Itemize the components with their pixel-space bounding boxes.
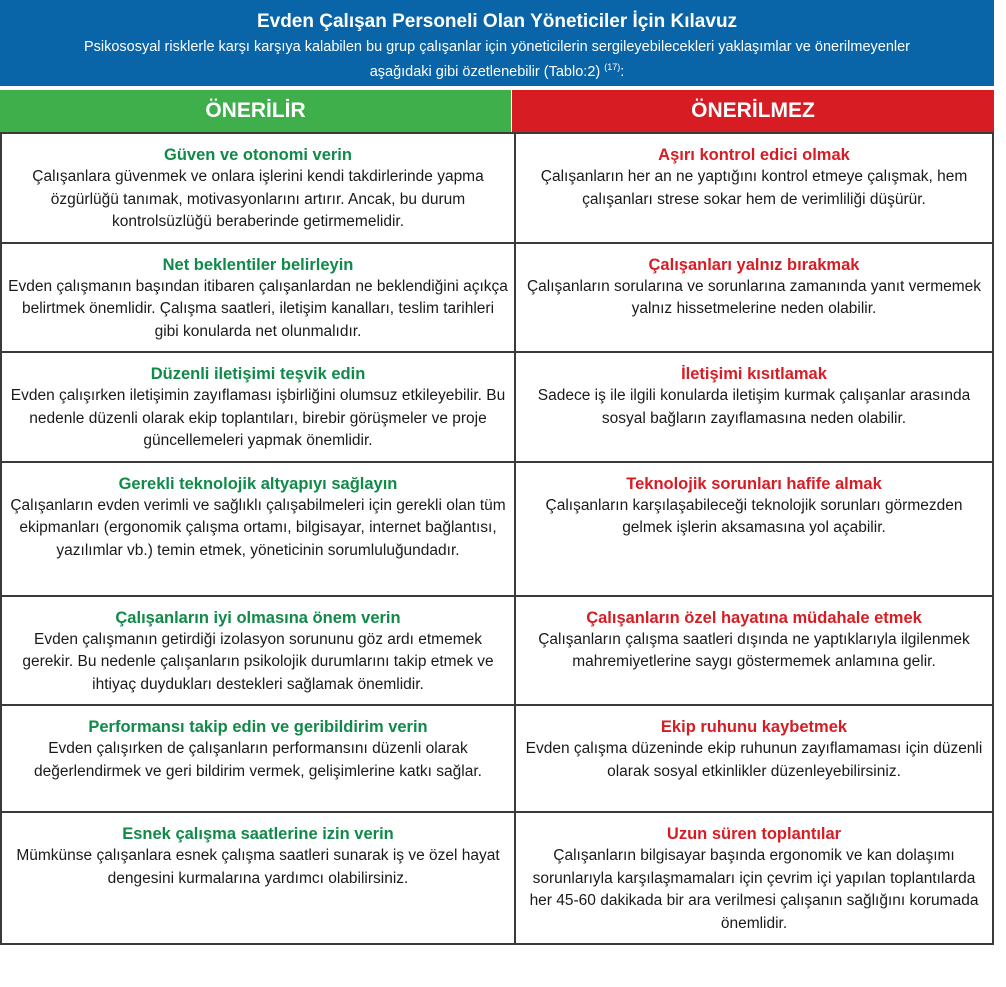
not-recommended-body: Çalışanların sorularına ve sorunlarına zamanında yanıt vermemek yalnız hissetmelerine neden olabilir. (526, 277, 982, 317)
recommended-cell (1, 243, 515, 353)
not-recommended-title: İletişimi kısıtlamak (681, 365, 827, 383)
recommended-cell (1, 462, 515, 596)
recommended-cell (1, 352, 515, 462)
recommended-title: Çalışanların iyi olmasına önem verin (115, 608, 401, 627)
guide-title: Evden Çalışan Personeli Olan Yöneticiler İçin Kılavuz (256, 11, 738, 32)
recommended-cell (1, 133, 515, 243)
recommended-body: Çalışanların evden verimli ve sağlıklı çalışabilmeleri için gerekli olan tüm ekipmanları (ergonomik çalışma ortamı, bilgisayar, internet bağlantısı, yazılımlar vb.) temin etmek, yöneticinin sorumluluğundadır. (10, 496, 506, 559)
guide-header (0, 0, 994, 86)
reference-marker: (17) (604, 62, 621, 72)
not-recommended-body: Evden çalışma düzeninde ekip ruhunun zayıflamaması için düzenli olarak sosyal etkinlikler düzenleyebilirsiniz. (525, 740, 983, 780)
recommended-body: Evden çalışmanın getirdiği izolasyon sorununu göz ardı etmemek gerekir. Bu nedenle çalışanların psikolojik durumlarını takip etmek ve ihtiyaç duydukları destekleri sağlamak önemlidir. (22, 630, 494, 693)
recommended-title: Güven ve otonomi verin (164, 146, 352, 164)
not-recommended-title: Uzun süren toplantılar (666, 825, 842, 843)
column-headers (0, 90, 994, 132)
table-row (1, 462, 993, 596)
not-recommended-cell (515, 133, 993, 243)
recommended-title: Performansı takip edin ve geribildirim verin (88, 718, 428, 736)
recommended-cell (1, 596, 515, 706)
column-header-not-recommended: ÖNERİLMEZ (512, 90, 994, 132)
not-recommended-cell (515, 243, 993, 353)
not-recommended-cell (515, 705, 993, 812)
column-header-recommended: ÖNERİLİR (0, 90, 511, 132)
guide-table (0, 132, 994, 945)
not-recommended-title: Çalışanları yalnız bırakmak (648, 255, 860, 274)
subtitle-end: : (620, 63, 625, 80)
recommended-body: Evden çalışırken iletişimin zayıflaması işbirliğini olumsuz etkileyebilir. Bu nedenle düzenli olarak ekip toplantıları, birebir görüşmeler ve proje güncellemeleri yapmak önemlidir. (10, 387, 506, 449)
recommended-cell (1, 705, 515, 812)
not-recommended-body: Çalışanların karşılaşabileceği teknolojik sorunları görmezden gelmek işlerin aksamasına yol açabilir. (545, 496, 963, 536)
not-recommended-cell (515, 596, 993, 706)
not-recommended-body: Çalışanların çalışma saatleri dışında ne yaptıklarıyla ilgilenmek mahremiyetlerine saygı göstermemek anlamına gelir. (538, 630, 970, 670)
table-row (1, 352, 993, 462)
recommended-title: Net beklentiler belirleyin (162, 255, 354, 274)
table-row (1, 705, 993, 812)
recommended-title: Esnek çalışma saatlerine izin verin (122, 825, 394, 843)
table-row (1, 243, 993, 353)
table-row (1, 133, 993, 243)
not-recommended-cell (515, 462, 993, 596)
recommended-body: Çalışanlara güvenmek ve onlara işlerini kendi takdirlerinde yapma özgürlüğü tanımak, motivasyonlarını artırır. Ancak, bu durum kontrolsüzlüğü beraberinde getirmemelidir. (32, 168, 484, 230)
not-recommended-title: Ekip ruhunu kaybetmek (660, 718, 848, 736)
subtitle-line-1: Psikososyal risklerle karşı karşıya kalabilen bu grup çalışanlar için yöneticilerin sergileyebilecekleri yaklaşımlar ve önerilmeyenler (83, 39, 911, 55)
not-recommended-cell (515, 352, 993, 462)
recommended-body: Evden çalışırken de çalışanların performansını düzenli olarak değerlendirmek ve geri bildirim vermek, gelişimlerine katkı sağlar. (34, 740, 482, 780)
recommended-title: Gerekli teknolojik altyapıyı sağlayın (118, 474, 398, 493)
not-recommended-body: Çalışanların her an ne yaptığını kontrol etmeye çalışmak, hem çalışanları strese sokar hem de verimliliği düşürür. (540, 168, 968, 208)
recommended-body: Mümkünse çalışanlara esnek çalışma saatleri sunarak iş ve özel hayat dengesini kurmalarına yardımcı olabilirsiniz. (16, 847, 500, 887)
subtitle-line-2: aşağıdaki gibi özetlenebilir (Tablo:2) (369, 63, 601, 80)
not-recommended-title: Teknolojik sorunları hafife almak (626, 474, 882, 493)
not-recommended-body: Sadece iş ile ilgili konularda iletişim kurmak çalışanlar arasında sosyal bağların zayıflamasına neden olabilir. (537, 387, 971, 427)
recommended-body: Evden çalışmanın başından itibaren çalışanlardan ne beklendiğini açıkça belirtmek önemlidir. Çalışma saatleri, iletişim kanalları, teslim tarihleri gibi konularda net olunmalıdır. (8, 277, 508, 340)
not-recommended-title: Çalışanların özel hayatına müdahale etmek (586, 608, 922, 627)
recommended-cell (1, 812, 515, 944)
recommended-title: Düzenli iletişimi teşvik edin (150, 365, 366, 383)
table-row (1, 812, 993, 944)
not-recommended-title: Aşırı kontrol edici olmak (658, 146, 850, 164)
not-recommended-body: Çalışanların bilgisayar başında ergonomik ve kan dolaşımı sorunlarıyla karşılaşmamaları için çevrim içi yapılan toplantılarda her 45-60 dakikada bir ara verilmesi çalışanın sağlığını korumada önemlidir. (529, 847, 979, 932)
not-recommended-cell (515, 812, 993, 944)
guide-subtitle (20, 37, 974, 82)
table-row (1, 596, 993, 706)
